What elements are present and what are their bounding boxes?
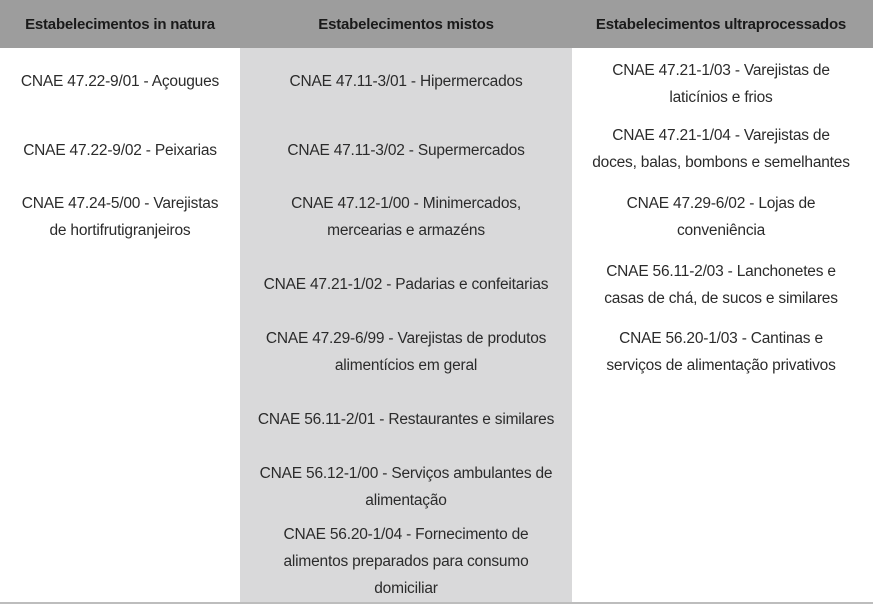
table-header — [0, 0, 873, 48]
table-bottom-rule — [0, 602, 873, 604]
cell-line: CNAE 47.29-6/99 - Varejistas de produtos — [265, 330, 547, 347]
cell-line: CNAE 47.22-9/01 - Açougues — [20, 73, 220, 90]
cell-line: CNAE 56.20-1/04 - Fornecimento de — [283, 526, 529, 543]
cell-mistos — [240, 521, 572, 602]
cell-mistos — [240, 325, 572, 379]
cell-mistos — [240, 137, 572, 164]
cell-ultraprocessados — [572, 190, 870, 244]
cell-line: conveniência — [676, 222, 766, 239]
cell-line: CNAE 47.11-3/02 - Supermercados — [287, 142, 525, 159]
cell-mistos — [240, 460, 572, 514]
cell-line: CNAE 47.12-1/00 - Minimercados, — [291, 195, 521, 212]
cell-ultraprocessados — [572, 258, 870, 312]
cell-line: CNAE 47.22-9/02 - Peixarias — [23, 142, 217, 159]
cell-line: domiciliar — [374, 580, 438, 597]
cell-ultraprocessados — [572, 122, 870, 176]
cell-line: CNAE 47.21-1/02 - Padarias e confeitarias — [263, 276, 549, 293]
cell-line: alimentação — [365, 492, 447, 509]
cell-line: CNAE 47.21-1/04 - Varejistas de — [612, 127, 830, 144]
cell-line: mercearias e armazéns — [327, 222, 485, 239]
cell-line: laticínios e frios — [669, 89, 773, 106]
cell-line: CNAE 56.12-1/00 - Serviços ambulantes de — [259, 465, 553, 482]
cell-mistos — [240, 406, 572, 433]
cell-line: alimentos preparados para consumo — [283, 553, 529, 570]
header-ultraprocessados: Estabelecimentos ultraprocessados — [595, 15, 847, 33]
cell-line: alimentícios em geral — [334, 357, 478, 374]
cell-line: serviços de alimentação privativos — [606, 357, 836, 374]
header-in-natura: Estabelecimentos in natura — [25, 15, 215, 33]
cell-line: CNAE 47.11-3/01 - Hipermercados — [289, 73, 523, 90]
cell-line: CNAE 56.11-2/03 - Lanchonetes e — [606, 263, 836, 280]
cell-line: CNAE 56.11-2/01 - Restaurantes e similares — [257, 411, 555, 428]
cell-ultraprocessados — [572, 57, 870, 111]
cell-line: CNAE 47.21-1/03 - Varejistas de — [612, 62, 830, 79]
cell-line: doces, balas, bombons e semelhantes — [592, 154, 850, 171]
cell-mistos — [240, 190, 572, 244]
header-mistos: Estabelecimentos mistos — [318, 15, 494, 33]
cell-in-natura — [0, 190, 240, 244]
cell-in-natura — [0, 68, 240, 95]
cell-mistos — [240, 271, 572, 298]
cell-in-natura — [0, 137, 240, 164]
cell-line: casas de chá, de sucos e similares — [604, 290, 838, 307]
cell-line: CNAE 56.20-1/03 - Cantinas e — [619, 330, 823, 347]
cell-line: de hortifrutigranjeiros — [49, 222, 191, 239]
cell-mistos — [240, 68, 572, 95]
cell-ultraprocessados — [572, 325, 870, 379]
cell-line: CNAE 47.24-5/00 - Varejistas — [21, 195, 219, 212]
cell-line: CNAE 47.29-6/02 - Lojas de — [626, 195, 816, 212]
